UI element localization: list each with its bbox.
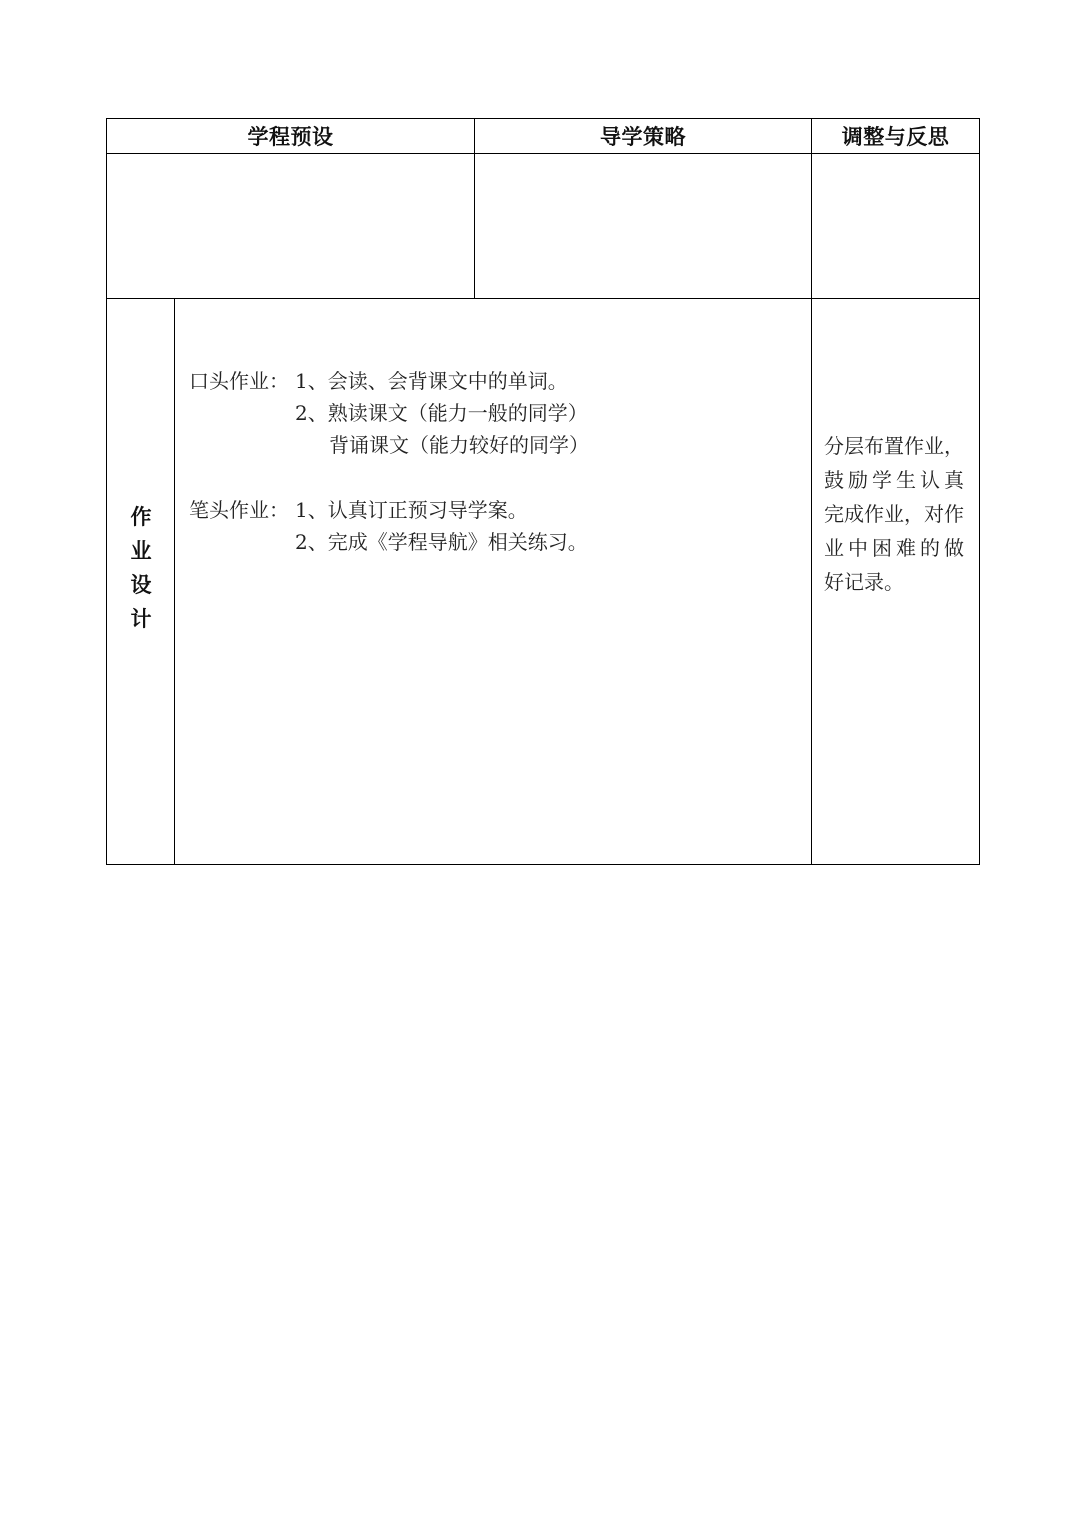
- header-strategy: 导学策略: [600, 125, 686, 149]
- header-row-divider: [107, 153, 979, 154]
- label-char: 作: [130, 504, 152, 529]
- header-preset: 学程预设: [247, 125, 334, 149]
- written-homework-prefix: 笔头作业：: [189, 498, 289, 522]
- reflection-note: [824, 429, 974, 599]
- column-divider-2: [811, 119, 812, 864]
- label-char: 设: [130, 572, 152, 597]
- written-homework-item-2: 2、完成《学程导航》相关练习。: [295, 530, 588, 554]
- lesson-plan-table: [106, 118, 980, 865]
- oral-homework-prefix: 口头作业：: [189, 369, 289, 393]
- header-reflection: 调整与反思: [841, 125, 950, 149]
- reflection-line: 鼓励学生认真: [824, 468, 968, 492]
- oral-homework-item-2-alt: 背诵课文（能力较好的同学）: [329, 433, 589, 457]
- homework-design-label: [107, 299, 175, 866]
- reflection-line: 好记录。: [824, 570, 904, 594]
- reflection-line: 分层布置作业，: [824, 434, 964, 458]
- label-char: 计: [130, 606, 152, 631]
- label-char: 业: [130, 538, 152, 563]
- oral-homework-item-1: 1、会读、会背课文中的单词。: [295, 369, 568, 393]
- written-homework-item-1: 1、认真订正预习导学案。: [295, 498, 528, 522]
- reflection-line: 完成作业，对作: [824, 502, 964, 526]
- reflection-line: 业中困难的做: [824, 536, 968, 560]
- oral-homework-item-2: 2、熟读课文（能力一般的同学）: [295, 401, 588, 425]
- section-divider: [107, 298, 979, 299]
